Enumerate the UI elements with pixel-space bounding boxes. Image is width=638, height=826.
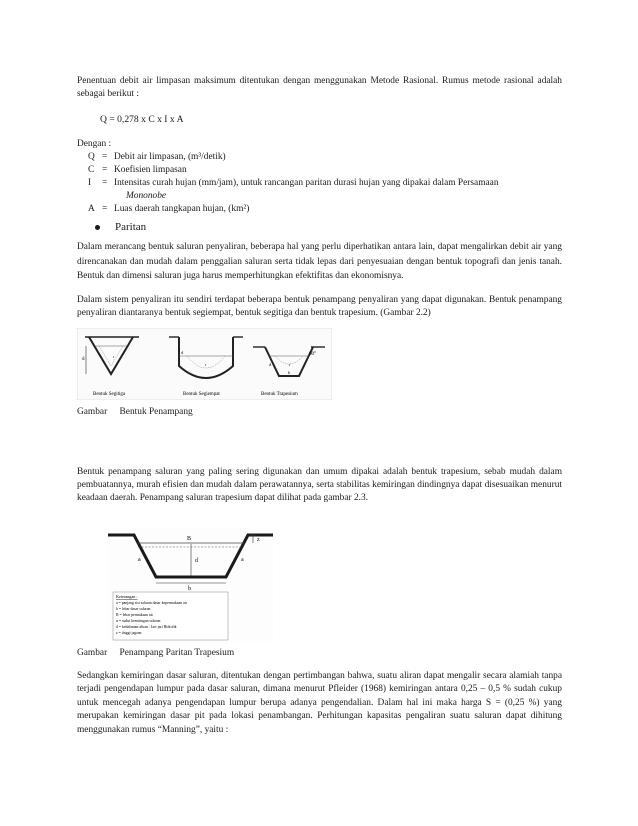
figure-1-caption	[77, 407, 193, 417]
definition-equals	[102, 190, 114, 203]
paragraph-3: Bentuk penampang saluran yang paling sering digunakan dan umum dipakai adalah bentuk trapesium, sebab mudah dalam pembuatannya, murah efisien dan mudah dalam perawatannya, serta stabilitas kemiringan dindingnya dapat disesuaikan menurut keadaan daerah. Penampang saluran trapesium dapat dilihat pada gambar 2.3.	[77, 467, 562, 503]
definition-symbol: A	[88, 204, 95, 214]
definition-q	[77, 151, 567, 164]
paragraph-1: Dalam merancang bentuk saluran penyaliran, beberapa hal yang perlu diperhatikan antara lain, dapat mengalirkan debit air yang direncanakan dan mudah dalam penggalian saluran serta tidak lepas dari penyesuaian dengan bentuk topografi dan jenis tanah. Bentuk dan dimensi saluran juga harus memperhitungkan efektifitas dan ekonomisnya.	[77, 242, 562, 281]
definition-equals: =	[102, 165, 108, 175]
caption-text: Penampang Paritan Trapesium	[119, 648, 235, 658]
definition-equals: =	[102, 152, 108, 162]
legend-title: Keterangan :	[116, 594, 138, 599]
label-d3: d	[269, 362, 272, 367]
definition-equals: =	[102, 204, 108, 214]
label-b: b	[288, 370, 290, 375]
definition-symbol	[77, 190, 102, 203]
label-a-left: a	[138, 557, 141, 563]
caption-text: Bentuk Penampang	[119, 407, 193, 417]
definition-symbol: C	[88, 165, 95, 175]
caption-rectangle: Bentuk Segiempat	[183, 392, 220, 397]
label-b: b	[188, 586, 191, 592]
label-a-right: a	[241, 557, 244, 563]
legend-item: b = lebar dasar saluran	[116, 607, 151, 611]
label-r: r	[113, 354, 115, 359]
legend-item: d = kedalaman aliran : Jari-jari Hidrolik	[116, 625, 177, 629]
caption-triangle: Bentuk Segitiga	[93, 392, 126, 397]
bullet-icon	[95, 225, 100, 230]
figure-2-caption	[77, 648, 234, 658]
legend-item: z = tinggi jagaan	[116, 631, 142, 635]
caption-label: Gambar	[77, 648, 108, 658]
legend-item: B = lebar permukaan air	[116, 613, 153, 617]
rational-formula: Q = 0,278 x C x I x A	[100, 114, 184, 125]
label-r3: r	[289, 362, 291, 367]
label-r2: r	[205, 362, 207, 367]
definition-text: Mononobe	[126, 191, 167, 201]
label-angle: 60°	[309, 352, 316, 357]
label-d: d	[195, 558, 198, 564]
label-B: B	[187, 536, 192, 542]
definition-text: Koefisien limpasan	[114, 165, 187, 175]
definition-symbol: I	[88, 178, 92, 188]
definition-list	[77, 138, 567, 216]
definition-equals: =	[102, 178, 108, 188]
label-d: d	[82, 357, 85, 362]
legend-item: α = sudut kemiringan saluran	[116, 619, 161, 623]
definition-text: Intensitas curah hujan (mm/jam), untuk rancangan paritan durasi hujan yang dipakai dalam Persamaan	[114, 178, 499, 188]
intro-paragraph: Penentuan debit air limpasan maksimum ditentukan dengan menggunakan Metode Rasional. Rumus metode rasional adalah sebagai berikut :	[77, 76, 562, 99]
definition-symbol: Q	[88, 152, 95, 162]
figure-legend	[113, 592, 228, 640]
label-d2: d	[181, 350, 184, 355]
legend-item: a = panjang sisi saluran dasar kepermukaan air	[116, 601, 187, 605]
label-z: z	[257, 537, 260, 543]
dengan-label: Dengan :	[77, 139, 112, 149]
definition-text: Luas daerah tangkapan hujan, (km²)	[114, 204, 250, 214]
bullet-paritan	[95, 221, 146, 233]
caption-trapezoid: Bentuk Trapesium	[261, 392, 298, 397]
paragraph-2: Dalam sistem penyaliran itu sendiri terdapat beberapa bentuk penampang penyaliran yang dapat digunakan. Bentuk penampang penyaliran diantaranya bentuk segiempat, bentuk segitiga dan bentuk trapesium. (Gambar 2.2)	[77, 295, 562, 318]
definition-i-continued	[77, 190, 567, 203]
definition-text: Debit air limpasan, (m³/detik)	[114, 152, 226, 162]
bullet-label: Paritan	[115, 221, 147, 233]
figure-channel-shapes	[77, 328, 332, 400]
definition-i	[77, 177, 567, 190]
paragraph-4: Sedangkan kemiringan dasar saluran, ditentukan dengan pertimbangan bahwa, suatu aliran dapat mengalir secara alamiah tanpa terjadi pengendapan lumpur pada dasar saluran, dimana menurut Pfleider (1968) kemiringan antara 0,25 – 0,5 % sudah cukup untuk mencegah adanya pengendapan lumpur berupa adanya pengendalian. Dalam hal ini maka harga S = (0,25 %) yang merupakan kemiringan dasar pit pada lokasi penambangan. Perhitungan kapasitas pengaliran suatu saluran dapat dihitung menggunakan rumus “Manning”, yaitu :	[77, 671, 562, 735]
figure-trapezoid-channel	[108, 527, 273, 642]
caption-label: Gambar	[77, 407, 108, 417]
definition-a	[77, 203, 567, 216]
definition-c	[77, 164, 567, 177]
